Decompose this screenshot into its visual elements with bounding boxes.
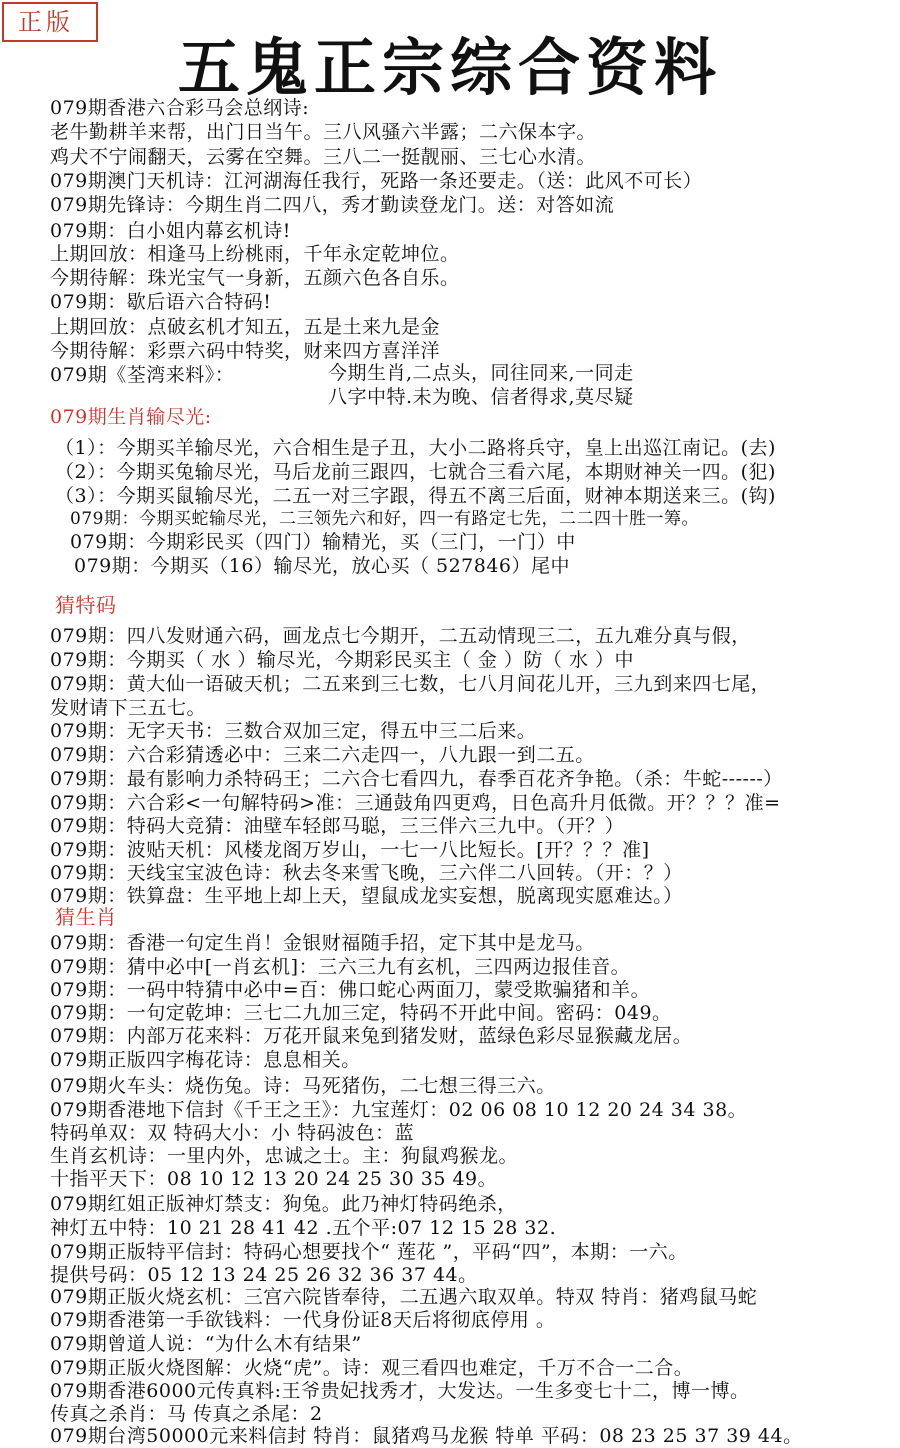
- section-heading: 猜生肖: [55, 905, 117, 929]
- text-line: 079期正版火烧玄机：三宫六院皆奉待，二五遇六取双单。特双 特肖：猪鸡鼠马蛇: [50, 1286, 758, 1308]
- text-line: 079期：特码大竞猜：油壁车轻郎马聪，三三伴六三九中。（开？）: [50, 815, 625, 837]
- text-line: 079期：铁算盘：生平地上却上天，望鼠成龙实妄想，脱离现实愿难达。）: [50, 885, 683, 907]
- text-line: 079期：歇后语六合特码!: [50, 291, 272, 313]
- text-line: 079期香港第一手欲钱料：一代身份证8天后将彻底停用 。: [50, 1309, 556, 1331]
- text-line: 今期待解：彩票六码中特奖，财来四方喜洋洋: [50, 340, 441, 362]
- text-line: （1）：今期买羊输尽光，六合相生是子丑，大小二路将兵守，皇上出巡江南记。(去): [55, 437, 776, 459]
- text-line: 今期生肖,二点头，同往同来,一同走: [328, 362, 634, 384]
- text-line: 老牛勤耕羊来帮，出门日当午。三八风骚六半露；二六保本字。: [50, 121, 597, 143]
- text-line: 079期香港六合彩马会总纲诗:: [50, 97, 310, 119]
- text-line: 生肖玄机诗：一里内外，忠诚之士。主：狗鼠鸡猴龙。: [50, 1145, 519, 1167]
- text-line: （2）：今期买兔输尽光，马后龙前三跟四，七就合三看六尾，本期财神关一四。(犯): [55, 461, 776, 483]
- text-line: 079期：天线宝宝波色诗：秋去冬来雪飞晚，三六伴二八回转。（开：？）: [50, 862, 683, 884]
- text-line: 079期正版四字梅花诗：息息相关。: [50, 1049, 361, 1071]
- text-line: 079期：无字天书：三数合双加三定，得五中三二后来。: [50, 720, 537, 742]
- page-title: 五鬼正宗综合资料: [177, 31, 722, 104]
- text-line: 079期：六合彩<一句解特码>准：三通鼓角四更鸡，日色高升月低微。开？？？准=: [50, 792, 781, 814]
- text-line: 079期：香港一句定生肖！金银财福随手招，定下其中是龙马。: [50, 932, 595, 954]
- text-line: 079期火车头：烧伤兔。诗：马死猪伤，二七想三得三六。: [50, 1075, 556, 1097]
- section-heading: 079期生肖输尽光:: [50, 406, 212, 428]
- text-line: 神灯五中特：10 21 28 41 42 .五个平:07 12 15 28 32.: [50, 1217, 557, 1239]
- edition-badge: 正版: [2, 2, 98, 42]
- text-line: 079期：今期买（16）输尽光，放心买（ 527846）尾中: [74, 555, 571, 577]
- text-line: 八字中特.未为晚、信者得求,莫尽疑: [328, 386, 634, 408]
- text-line: 十指平天下：08 10 12 13 20 24 25 30 35 49。: [50, 1168, 498, 1190]
- text-line: 079期：波贴天机：风楼龙阁万岁山，一七一八比短长。[开？？？准]: [50, 839, 650, 861]
- text-line: 079期：今期买（ 水 ）输尽光，今期彩民买主（ 金 ）防（ 水 ）中: [50, 649, 635, 671]
- text-line: 上期回放：相逢马上纷桃雨，千年永定乾坤位。: [50, 243, 460, 265]
- text-line: 079期：白小姐内幕玄机诗!: [50, 220, 291, 242]
- text-line: 079期：猜中必中[一肖玄机]：三六三九有玄机，三四两边报佳音。: [50, 956, 631, 978]
- text-line: 079期澳门天机诗：江河湖海任我行，死路一条还要走。（送：此风不可长）: [50, 170, 703, 192]
- section-heading: 猜特码: [55, 593, 117, 617]
- text-line: 079期：今期彩民买（四门）输精光，买（三门，一门）中: [70, 531, 576, 553]
- text-line: 079期：黄大仙一语破天机；二五来到三七数，七八月间花儿开，三九到来四七尾，: [50, 673, 771, 695]
- text-line: 079期先锋诗：今期生肖二四八，秀才勤读登龙门。送：对答如流: [50, 194, 615, 216]
- text-line: 079期香港地下信封《千王之王》：九宝莲灯：02 06 08 10 12 20 24 34 38。: [50, 1099, 748, 1121]
- text-line: （3）：今期买鼠输尽光，二五一对三字跟，得五不离三后面，财神本期送来三。(钩): [55, 485, 776, 507]
- text-line: 079期曾道人说：“为什么木有结果”: [50, 1333, 362, 1355]
- text-line: 今期待解：珠光宝气一身新，五颜六色各自乐。: [50, 267, 460, 289]
- text-line: 079期：六合彩猜透必中：三来二六走四一，八九跟一到二五。: [50, 744, 595, 766]
- text-line: 079期台湾50000元来料信封 特肖：鼠猪鸡马龙猴 特单 平码：08 23 25 37 39 44。: [50, 1425, 803, 1447]
- text-line: 079期：今期买蛇输尽光，二三领先六和好，四一有路定七先，二二四十胜一筹。: [70, 509, 699, 529]
- text-line: 079期：内部万花来料：万花开鼠来兔到猪发财，蓝绿色彩尽显猴藏龙居。: [50, 1025, 693, 1047]
- text-line: 079期：四八发财通六码，画龙点七今期开，二五动情现三二，五九难分真与假，: [50, 625, 751, 647]
- text-line: 079期红姐正版神灯禁支：狗兔。此乃神灯特码绝杀，: [50, 1193, 517, 1215]
- text-line: 提供号码：05 12 13 24 25 26 32 36 37 44。: [50, 1264, 478, 1286]
- text-line: 鸡犬不宁闹翻天，云雾在空舞。三八二一挺靓丽、三七心水清。: [50, 146, 597, 168]
- text-line: 特码单双：双 特码大小：小 特码波色：蓝: [50, 1122, 415, 1144]
- text-line: 079期：最有影响力杀特码王；二六合七看四九，春季百花齐争艳。（杀：牛蛇------）: [50, 768, 783, 790]
- text-line: 079期正版特平信封：特码心想要找个“ 莲花 ”，平码“四”，本期：一六。: [50, 1241, 688, 1263]
- text-line: 079期：一句定乾坤：三七二九加三定，特码不开此中间。密码：049。: [50, 1002, 672, 1024]
- text-line: 079期香港6000元传真料:王爷贵妃找秀才，大发达。一生多变七十二，博一博。: [50, 1380, 750, 1402]
- text-line: 传真之杀肖：马 传真之杀尾：2: [50, 1403, 323, 1425]
- text-line: 079期：一码中特猜中必中=百：佛口蛇心两面刀，蒙受欺骗猪和羊。: [50, 979, 651, 1001]
- text-line: 079期《荃湾来料》：: [50, 364, 235, 386]
- text-line: 发财请下三五七。: [50, 697, 207, 719]
- text-line: 上期回放：点破玄机才知五，五是土来九是金: [50, 316, 441, 338]
- text-line: 079期正版火烧图解：火烧“虎”。诗：观三看四也难定，千万不合一二合。: [50, 1357, 694, 1379]
